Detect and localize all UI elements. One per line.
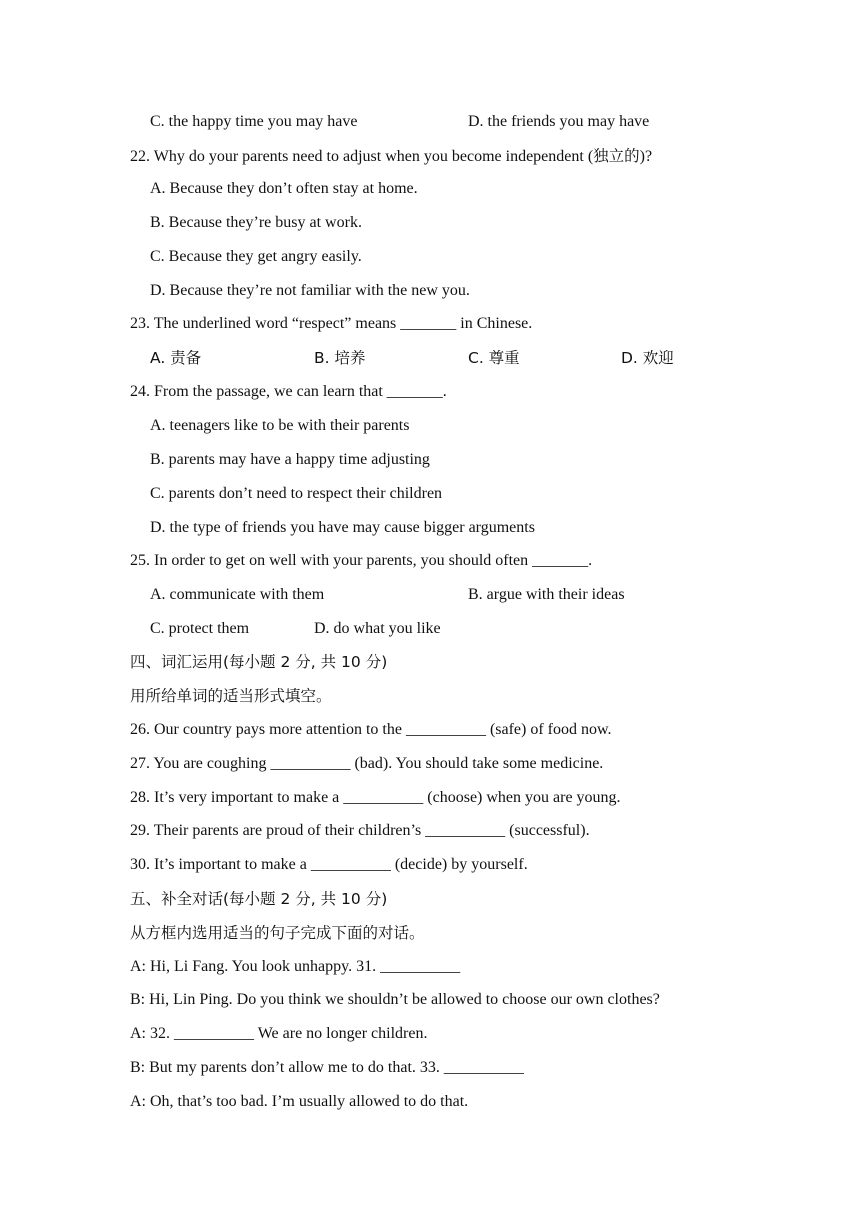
question-25: 25. In order to get on well with your parents, you should often _______. <box>130 552 593 569</box>
option-a-q25: A. communicate with them <box>150 586 325 603</box>
dialogue-line-2: B: Hi, Lin Ping. Do you think we shouldn’t be allowed to choose our own clothes? <box>130 991 660 1008</box>
dialogue-line-3: A: 32. __________ We are no longer children. <box>130 1025 428 1042</box>
option-c-q22: C. Because they get angry easily. <box>150 248 362 265</box>
option-b-q25: B. argue with their ideas <box>468 586 625 603</box>
option-c-q24: C. parents don’t need to respect their children <box>150 485 443 502</box>
dialogue-line-5: A: Oh, that’s too bad. I’m usually allowed to do that. <box>130 1093 469 1110</box>
dialogue-line-4: B: But my parents don’t allow me to do that. 33. __________ <box>130 1059 524 1076</box>
question-22-chinese: 独立的 <box>593 147 640 165</box>
option-b-q24: B. parents may have a happy time adjusting <box>150 451 430 468</box>
section-4-instruction: 用所给单词的适当形式填空。 <box>130 687 332 705</box>
dialogue-line-1: A: Hi, Li Fang. You look unhappy. 31. __________ <box>130 958 461 975</box>
question-24: 24. From the passage, we can learn that _______. <box>130 383 447 400</box>
option-c-q25: C. protect them <box>150 620 250 637</box>
option-d-q25: D. do what you like <box>314 620 441 637</box>
section-5-heading: 五、补全对话(每小题 2 分, 共 10 分) <box>130 890 388 908</box>
question-22-end: )? <box>639 148 653 165</box>
option-b-q23: B. 培养 <box>314 349 366 367</box>
option-d-q21: D. the friends you may have <box>468 113 650 130</box>
option-d-q23: D. 欢迎 <box>621 349 674 367</box>
section-4-heading: 四、词汇运用(每小题 2 分, 共 10 分) <box>130 653 388 671</box>
question-28: 28. It’s very important to make a __________ (choose) when you are young. <box>130 789 621 806</box>
question-22-text: 22. Why do your parents need to adjust when you become independent ( <box>130 148 594 165</box>
option-b-q22: B. Because they’re busy at work. <box>150 214 362 231</box>
question-29: 29. Their parents are proud of their children’s __________ (successful). <box>130 822 590 839</box>
question-26: 26. Our country pays more attention to the __________ (safe) of food now. <box>130 721 612 738</box>
option-c-q23: C. 尊重 <box>468 349 520 367</box>
question-30: 30. It’s important to make a __________ (decide) by yourself. <box>130 856 528 873</box>
option-c-q21: C. the happy time you may have <box>150 113 358 130</box>
option-a-q24: A. teenagers like to be with their parents <box>150 417 410 434</box>
question-27: 27. You are coughing __________ (bad). You should take some medicine. <box>130 755 604 772</box>
option-a-q22: A. Because they don’t often stay at home. <box>150 180 418 197</box>
question-23: 23. The underlined word “respect” means _______ in Chinese. <box>130 315 533 332</box>
option-d-q22: D. Because they’re not familiar with the new you. <box>150 282 470 299</box>
option-a-q23: A. 责备 <box>150 349 202 367</box>
question-22 <box>130 146 652 166</box>
section-5-instruction: 从方框内选用适当的句子完成下面的对话。 <box>130 924 425 942</box>
option-d-q24: D. the type of friends you have may cause bigger arguments <box>150 519 535 536</box>
